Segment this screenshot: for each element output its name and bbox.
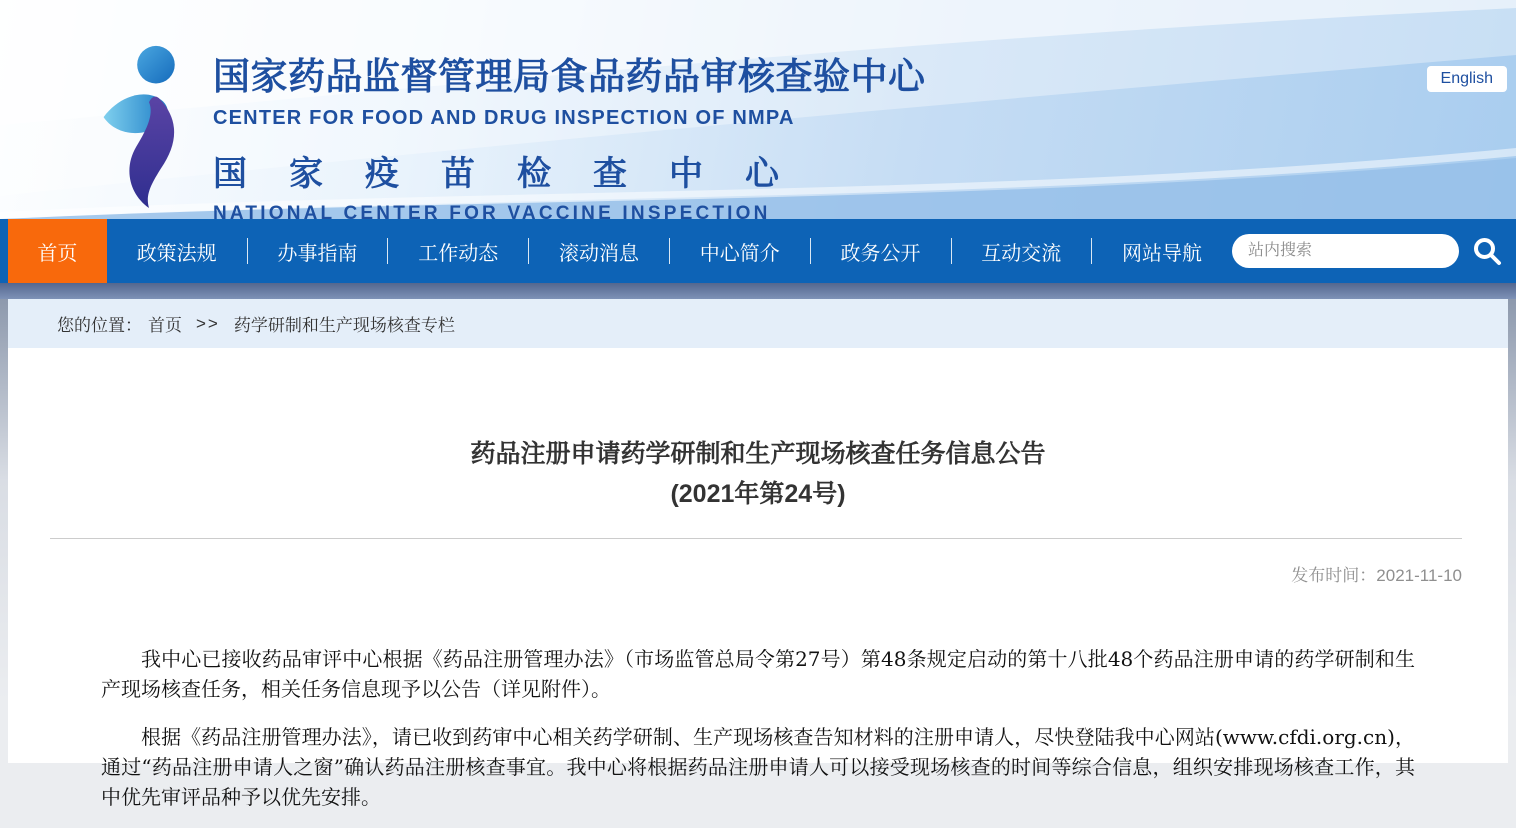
nav-item-gov-disclosure[interactable]: 政务公开 — [840, 242, 921, 265]
nav-item-rolling-news[interactable]: 滚动消息 — [558, 242, 639, 265]
nav-item-service-guide[interactable]: 办事指南 — [277, 242, 358, 265]
nav-item-work-news[interactable]: 工作动态 — [418, 242, 499, 265]
nav-shadow-band — [0, 283, 1516, 299]
main-navigation — [0, 219, 1516, 283]
article-paragraph-2: 根据《药品注册管理办法》，请已收到药审中心相关药学研制、生产现场核查告知材料的注册申请人，尽快登陆我中心网站(www.cfdi.org.cn)，通过“药品注册申请人之窗”确认药品注册核查事宜。我中心将根据药品注册申请人可以接受现场核查的时间等综合信息，组织安排现场核查工作，其中优先审评品种予以优先安排。 — [101, 725, 1415, 809]
page-title — [8, 434, 1508, 514]
site-search — [1232, 234, 1516, 268]
site-title-cn: 国家药品监督管理局食品药品审核查验中心 — [213, 56, 926, 97]
breadcrumb-label: 您的位置： — [57, 316, 142, 335]
cfdi-logo-icon — [103, 40, 203, 208]
site-title-en: CENTER FOR FOOD AND DRUG INSPECTION OF NMPA — [213, 107, 795, 129]
nav-item-sitemap[interactable]: 网站导航 — [1122, 242, 1203, 265]
search-icon — [1472, 236, 1502, 266]
nav-item-policies[interactable]: 政策法规 — [136, 242, 217, 265]
english-language-button[interactable]: English — [1427, 66, 1507, 92]
nav-item-center-intro[interactable]: 中心简介 — [699, 242, 780, 265]
breadcrumb-separator: >> — [196, 313, 220, 333]
breadcrumb — [8, 299, 1508, 348]
site-title-block — [213, 46, 926, 219]
article-paragraph-1: 我中心已接收药品审评中心根据《药品注册管理办法》（市场监管总局令第27号）第48条规定启动的第十八批48个药品注册申请的药学研制和生产现场核查任务，相关任务信息现予以公告（详见附件）。 — [101, 647, 1415, 701]
publish-date-value: 2021-11-10 — [1376, 566, 1462, 585]
article-title-line2: (2021年第24号) — [670, 480, 846, 508]
announcement-article — [8, 348, 1508, 812]
publish-date-label: 发布时间： — [1291, 566, 1377, 585]
article-title-line1: 药品注册申请药学研制和生产现场核查任务信息公告 — [470, 440, 1046, 468]
breadcrumb-current-link[interactable]: 药学研制和生产现场核查专栏 — [233, 316, 455, 335]
site-header — [0, 0, 1516, 219]
content-area — [8, 299, 1508, 809]
search-button[interactable] — [1472, 236, 1502, 266]
publish-date-row — [8, 561, 1462, 586]
nav-item-home[interactable]: 首页 — [8, 219, 107, 283]
breadcrumb-home-link[interactable]: 首页 — [148, 316, 182, 335]
title-divider — [50, 538, 1462, 539]
search-input[interactable] — [1232, 234, 1459, 268]
nav-item-interaction[interactable]: 互动交流 — [981, 242, 1062, 265]
vaccine-center-title-en: NATIONAL CENTER FOR VACCINE INSPECTION — [213, 203, 771, 219]
vaccine-center-title-cn: 国家疫苗检查中心 — [213, 155, 821, 193]
